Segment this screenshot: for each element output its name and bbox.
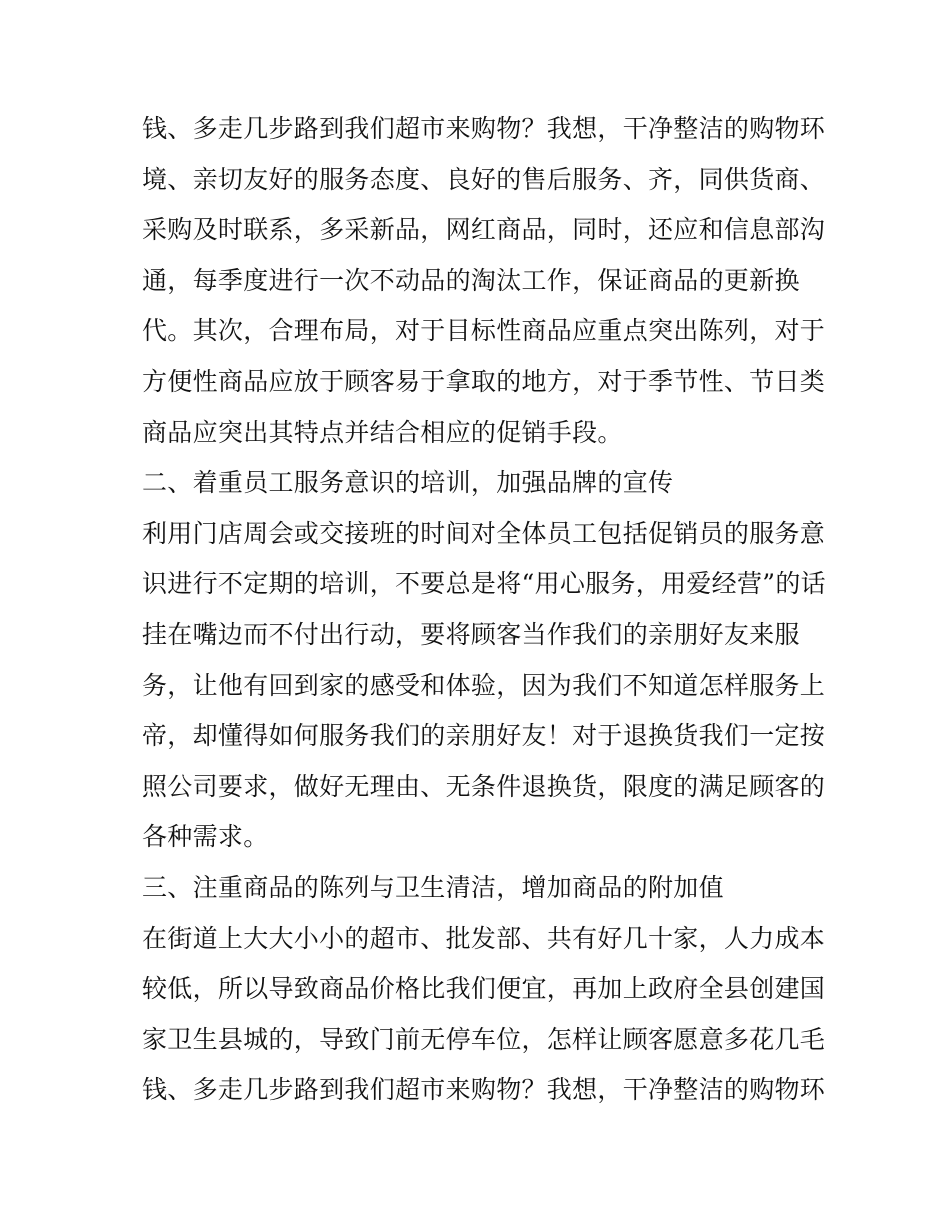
text-line: 方便性商品应放于顾客易于拿取的地方，对于季节性、节日类 xyxy=(142,366,826,396)
text-line: 帝，却懂得如何服务我们的亲朋好友！对于退换货我们一定按 xyxy=(142,721,826,751)
text-line: 通，每季度进行一次不动品的淘汰工作，保证商品的更新换 xyxy=(142,265,800,295)
text-line: 钱、多走几步路到我们超市来购物？我想，干净整洁的购物环 xyxy=(142,114,826,143)
text-line: 识进行不定期的培训，不要总是将“用心服务，用爱经营”的话 xyxy=(142,569,826,599)
text-line: 代。其次，合理布局，对于目标性商品应重点突出陈列，对于 xyxy=(142,316,826,346)
text-line: 商品应突出其特点并结合相应的促销手段。 xyxy=(142,417,623,447)
text-line: 在街道上大大小小的超市、批发部、共有好几十家，人力成本 xyxy=(142,923,826,953)
section-heading: 二、着重员工服务意识的培训，加强品牌的宣传 xyxy=(142,468,674,498)
section-heading: 三、注重商品的陈列与卫生清洁，增加商品的附加值 xyxy=(142,872,724,902)
document-body xyxy=(142,104,826,1116)
text-line: 挂在嘴边而不付出行动，要将顾客当作我们的亲朋好友来服 xyxy=(142,619,800,649)
text-line: 利用门店周会或交接班的时间对全体员工包括促销员的服务意 xyxy=(142,518,826,548)
text-line: 各种需求。 xyxy=(142,822,269,852)
text-line: 较低，所以导致商品价格比我们便宜，再加上政府全县创建国 xyxy=(142,974,826,1004)
text-line: 境、亲切友好的服务态度、良好的售后服务、齐，同供货商、 xyxy=(142,164,826,194)
text-line: 钱、多走几步路到我们超市来购物？我想，干净整洁的购物环 xyxy=(142,1075,826,1105)
text-line: 家卫生县城的，导致门前无停车位，怎样让顾客愿意多花几毛 xyxy=(142,1024,826,1054)
text-line: 采购及时联系，多采新品，网红商品，同时，还应和信息部沟 xyxy=(142,215,826,245)
text-line: 照公司要求，做好无理由、无条件退换货，限度的满足顾客的 xyxy=(142,771,826,801)
text-line: 务，让他有回到家的感受和体验，因为我们不知道怎样服务上 xyxy=(142,670,826,700)
